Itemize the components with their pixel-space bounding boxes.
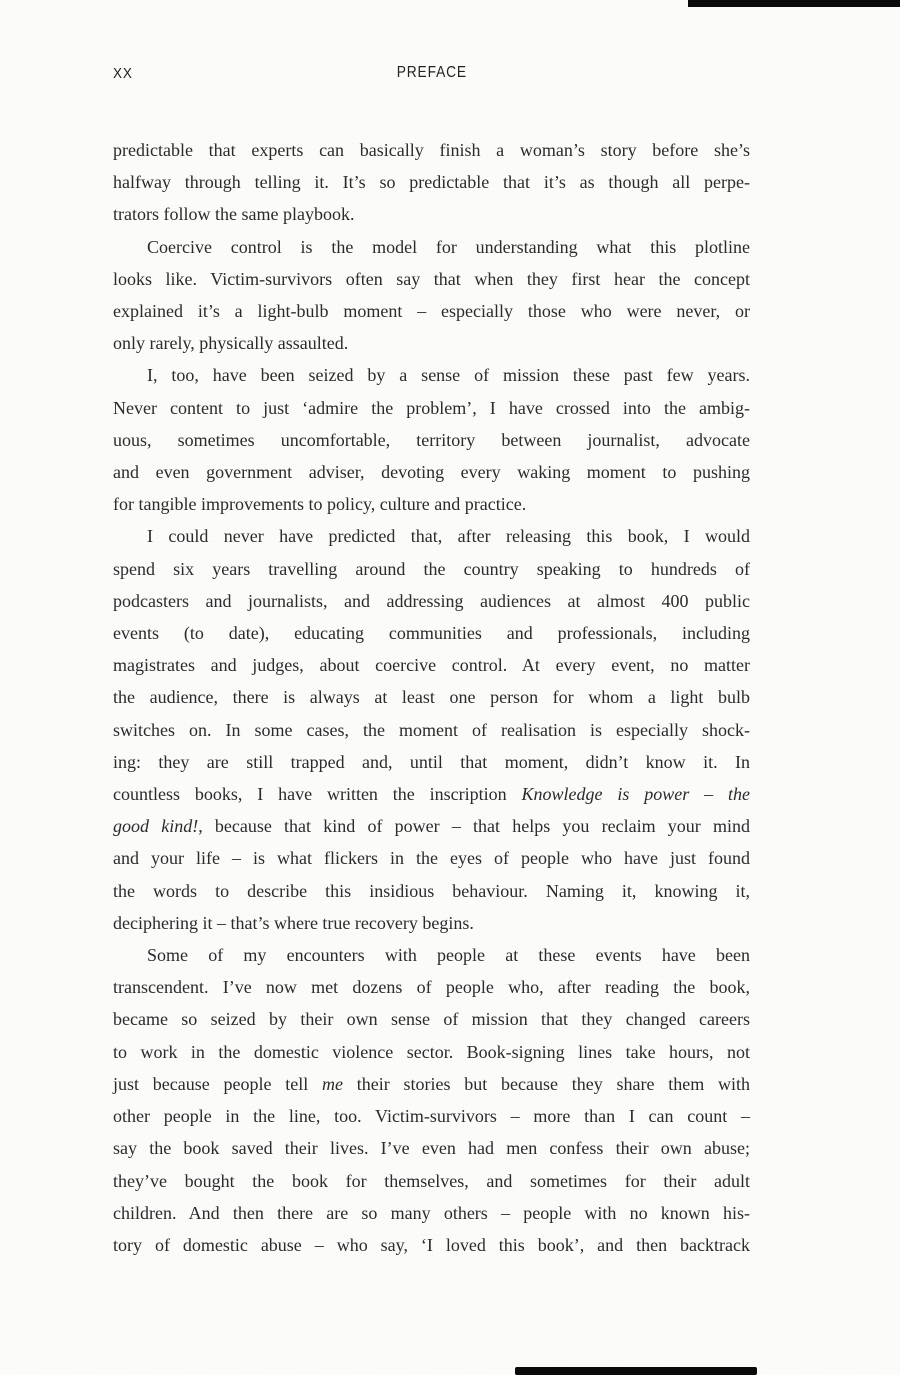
text-line: looks like. Victim-survivors often say that when they first hear the concept bbox=[113, 268, 750, 289]
chapter-header-label: PREFACE bbox=[396, 64, 467, 81]
text-line: say the book saved their lives. I’ve even had men confess their own abuse; bbox=[113, 1138, 750, 1159]
text-line: and even government adviser, devoting every waking moment to pushing bbox=[113, 462, 750, 483]
text-line: the words to describe this insidious behaviour. Naming it, knowing it, bbox=[113, 880, 750, 901]
text-line: podcasters and journalists, and addressing audiences at almost 400 public bbox=[113, 590, 750, 611]
page-number: XX bbox=[113, 65, 133, 82]
text-line: and your life – is what flickers in the eyes of people who have just found bbox=[113, 848, 750, 869]
body-text bbox=[113, 134, 750, 1261]
text-line: other people in the line, too. Victim-survivors – more than I can count – bbox=[113, 1106, 750, 1127]
text-line: Never content to just ‘admire the problem’, I have crossed into the ambig- bbox=[113, 397, 750, 418]
text-line: I could never have predicted that, after releasing this book, I would bbox=[147, 526, 750, 547]
text-line: magistrates and judges, about coercive control. At every event, no matter bbox=[113, 655, 750, 676]
text-line: countless books, I have written the inscription Knowledge is power – the bbox=[113, 784, 750, 805]
scan-artifact-bar-bottom bbox=[515, 1367, 757, 1375]
chapter-header bbox=[113, 64, 750, 82]
text-line: I, too, have been seized by a sense of mission these past few years. bbox=[147, 365, 750, 386]
text-line: Some of my encounters with people at these events have been bbox=[147, 945, 750, 966]
text-line: predictable that experts can basically finish a woman’s story before she’s bbox=[113, 140, 750, 160]
text-line: to work in the domestic violence sector. Book-signing lines take hours, not bbox=[113, 1041, 750, 1062]
text-line: uous, sometimes uncomfortable, territory between journalist, advocate bbox=[113, 429, 750, 450]
text-line: trators follow the same playbook. bbox=[113, 204, 355, 225]
text-line: halfway through telling it. It’s so predictable that it’s as though all perpe- bbox=[113, 172, 750, 193]
text-line: spend six years travelling around the country speaking to hundreds of bbox=[113, 558, 750, 579]
scan-artifact-bar-top bbox=[688, 0, 900, 7]
text-line: just because people tell me their stories but because they share them with bbox=[113, 1073, 750, 1094]
text-line: the audience, there is always at least one person for whom a light bulb bbox=[113, 687, 750, 708]
text-line: explained it’s a light-bulb moment – especially those who were never, or bbox=[113, 301, 750, 322]
text-line: Coercive control is the model for understanding what this plotline bbox=[147, 236, 750, 257]
text-line: tory of domestic abuse – who say, ‘I loved this book’, and then backtrack bbox=[113, 1234, 750, 1255]
text-line: only rarely, physically assaulted. bbox=[113, 333, 349, 354]
running-head bbox=[113, 64, 750, 84]
text-line: good kind!, because that kind of power – that helps you reclaim your mind bbox=[113, 816, 750, 837]
text-line: events (to date), educating communities and professionals, including bbox=[113, 623, 750, 644]
text-line: children. And then there are so many others – people with no known his- bbox=[113, 1202, 750, 1223]
text-line: for tangible improvements to policy, culture and practice. bbox=[113, 494, 527, 515]
text-line: they’ve bought the book for themselves, and sometimes for their adult bbox=[113, 1170, 750, 1191]
text-line: deciphering it – that’s where true recovery begins. bbox=[113, 912, 474, 933]
text-line: switches on. In some cases, the moment of realisation is especially shock- bbox=[113, 719, 750, 740]
text-line: transcendent. I’ve now met dozens of people who, after reading the book, bbox=[113, 977, 750, 998]
text-line: became so seized by their own sense of mission that they changed careers bbox=[113, 1009, 750, 1030]
text-line: ing: they are still trapped and, until that moment, didn’t know it. In bbox=[113, 751, 750, 772]
